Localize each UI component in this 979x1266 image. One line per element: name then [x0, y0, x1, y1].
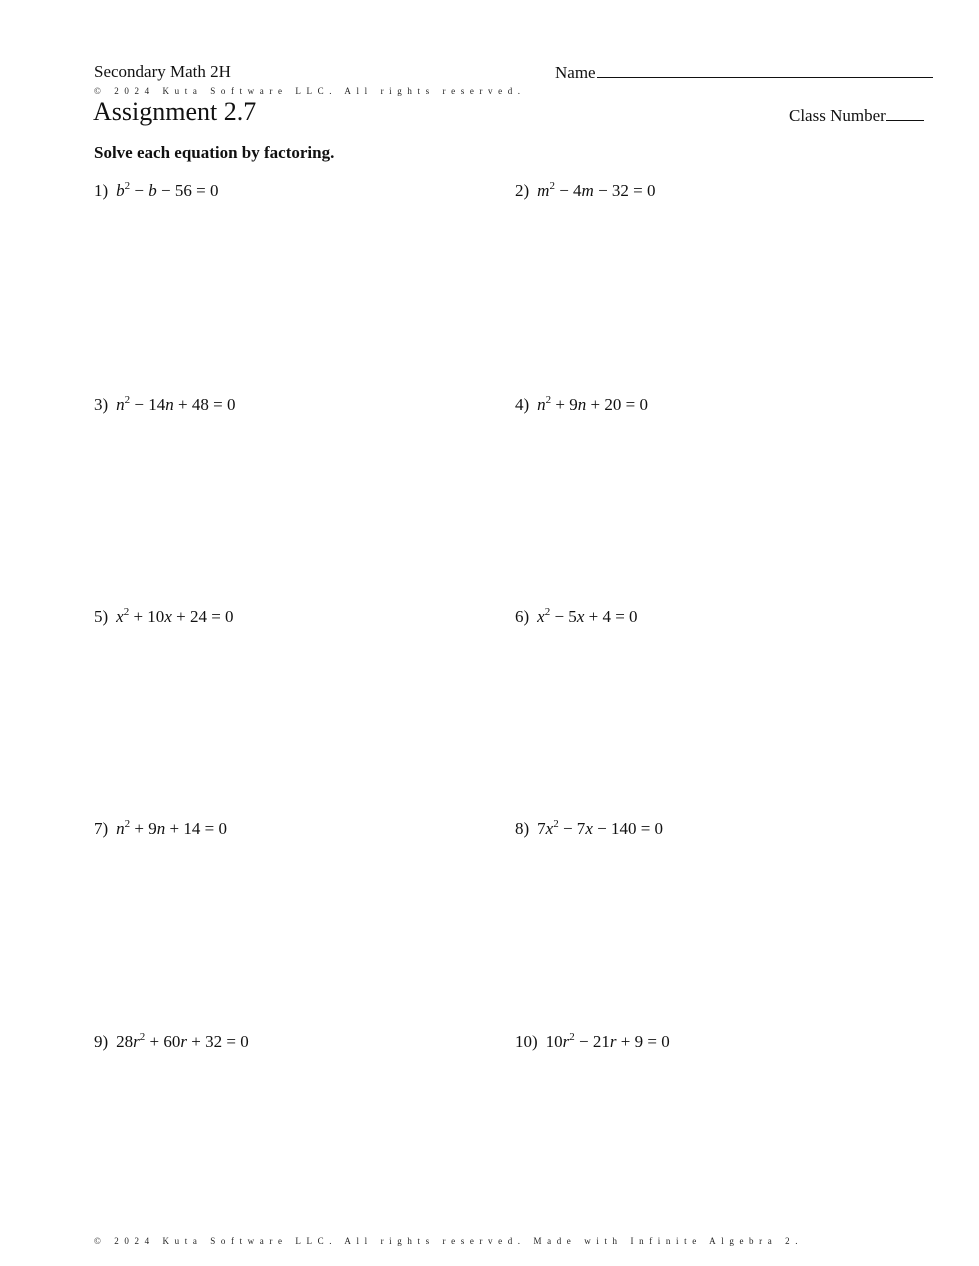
problem-number: 1) [94, 181, 109, 200]
problem-number: 8) [515, 819, 530, 838]
copyright-footer: © 2024 Kuta Software LLC. All rights reserved. Made with Infinite Algebra 2. [94, 1236, 804, 1246]
problem-7 [94, 819, 227, 839]
class-number-field[interactable] [789, 106, 924, 126]
problem-2 [515, 181, 656, 201]
problem-10 [515, 1032, 670, 1052]
problem-9 [94, 1032, 249, 1052]
equation: $28r^2 + 60r + 32 = 0$ [116, 1031, 249, 1051]
problem-number: 6) [515, 607, 530, 626]
problem-number: 5) [94, 607, 109, 626]
name-field[interactable] [555, 62, 933, 83]
problem-number: 3) [94, 395, 109, 414]
equation: $n^2 - 14n + 48 = 0$ [116, 394, 236, 414]
problem-4 [515, 395, 648, 415]
equation: $7x^2 - 7x - 140 = 0$ [537, 818, 664, 838]
equation: $b^2 - b - 56 = 0$ [116, 180, 219, 200]
problem-5 [94, 607, 234, 627]
name-label: Name [555, 63, 596, 82]
problem-8 [515, 819, 663, 839]
problem-number: 7) [94, 819, 109, 838]
problem-3 [94, 395, 235, 415]
equation: $10r^2 - 21r + 9 = 0$ [545, 1031, 670, 1051]
equation: $x^2 - 5x + 4 = 0$ [537, 606, 638, 626]
problem-1 [94, 181, 218, 201]
problem-number: 10) [515, 1032, 538, 1051]
equation: $m^2 - 4m - 32 = 0$ [537, 180, 656, 200]
class-number-label: Class Number [789, 106, 886, 125]
name-blank-line[interactable] [597, 62, 933, 78]
equation: $n^2 + 9n + 20 = 0$ [537, 394, 648, 414]
copyright-header: © 2024 Kuta Software LLC. All rights reserved. [94, 86, 526, 96]
class-number-blank-line[interactable] [886, 106, 924, 121]
problem-number: 9) [94, 1032, 109, 1051]
problem-number: 2) [515, 181, 530, 200]
problem-6 [515, 607, 638, 627]
equation: $x^2 + 10x + 24 = 0$ [116, 606, 234, 626]
assignment-title: Assignment 2.7 [93, 97, 257, 126]
equation: $n^2 + 9n + 14 = 0$ [116, 818, 227, 838]
problem-number: 4) [515, 395, 530, 414]
course-name: Secondary Math 2H [94, 62, 231, 81]
instructions: Solve each equation by factoring. [94, 143, 335, 162]
